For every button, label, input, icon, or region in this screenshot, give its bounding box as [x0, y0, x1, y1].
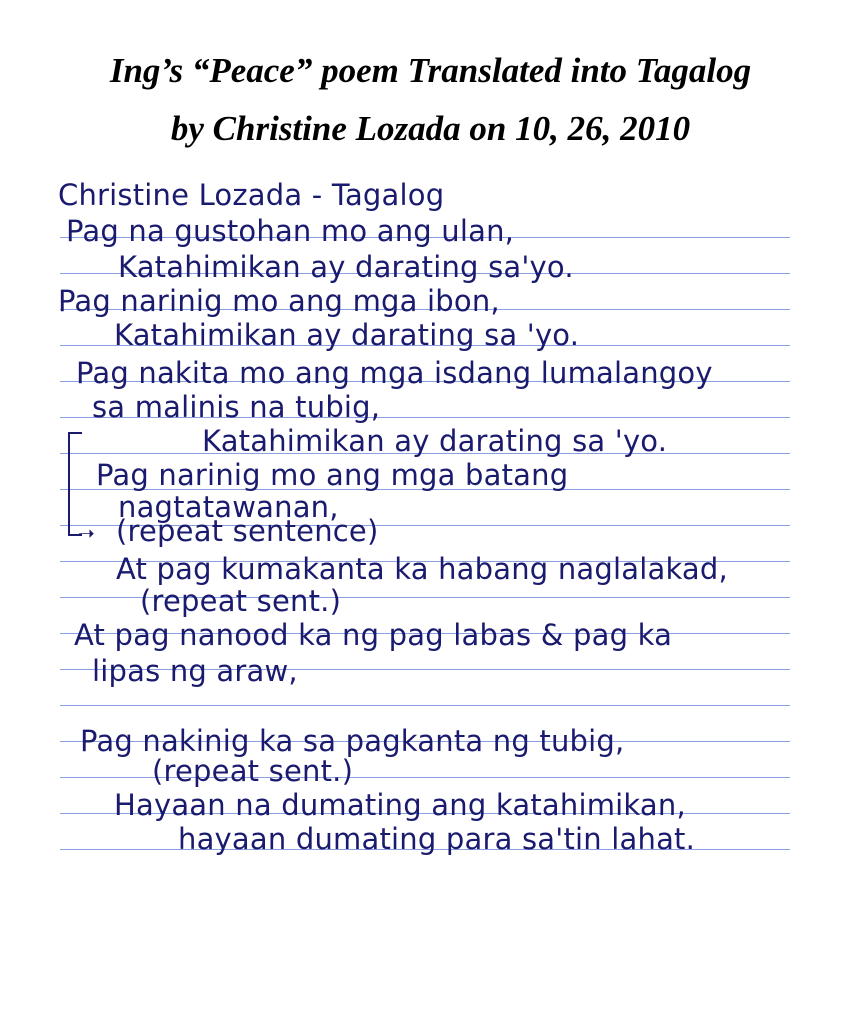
poem-line: Pag nakita mo ang mga isdang lumalangoy	[76, 356, 713, 390]
handwritten-heading: Christine Lozada - Tagalog	[58, 178, 445, 212]
poem-line: sa malinis na tubig,	[92, 390, 381, 424]
poem-line: Pag narinig mo ang mga ibon,	[58, 284, 500, 318]
poem-line: Pag na gustohan mo ang ulan,	[66, 214, 515, 248]
title-line-2: by Christine Lozada on 10, 26, 2010	[170, 109, 691, 148]
poem-line: (repeat sentence)	[116, 514, 379, 548]
poem-line: lipas ng araw,	[92, 654, 298, 688]
poem-line: Hayaan na dumating ang katahimikan,	[114, 788, 686, 822]
title-line-1: Ing’s “Peace” poem Translated into Tagalog	[109, 51, 752, 90]
poem-line: Pag narinig mo ang mga batang	[96, 458, 569, 492]
ruled-line	[60, 705, 790, 706]
poem-line: hayaan dumating para sa'tin lahat.	[178, 822, 696, 856]
poem-line: Pag nakinig ka sa pagkanta ng tubig,	[80, 724, 625, 758]
poem-line: Katahimikan ay darating sa'yo.	[118, 250, 574, 284]
repeat-arrow-icon: ➝	[78, 521, 95, 545]
poem-line: At pag nanood ka ng pag labas & pag ka	[74, 618, 673, 652]
page-title	[0, 42, 861, 158]
poem-line: Katahimikan ay darating sa 'yo.	[114, 318, 580, 352]
poem-line: At pag kumakanta ka habang naglalakad,	[116, 552, 728, 586]
poem-line: (repeat sent.)	[140, 584, 342, 618]
poem-line: nagtatawanan,	[118, 490, 339, 524]
poem-line: Katahimikan ay darating sa 'yo.	[202, 424, 668, 458]
poem-line: (repeat sent.)	[152, 754, 354, 788]
